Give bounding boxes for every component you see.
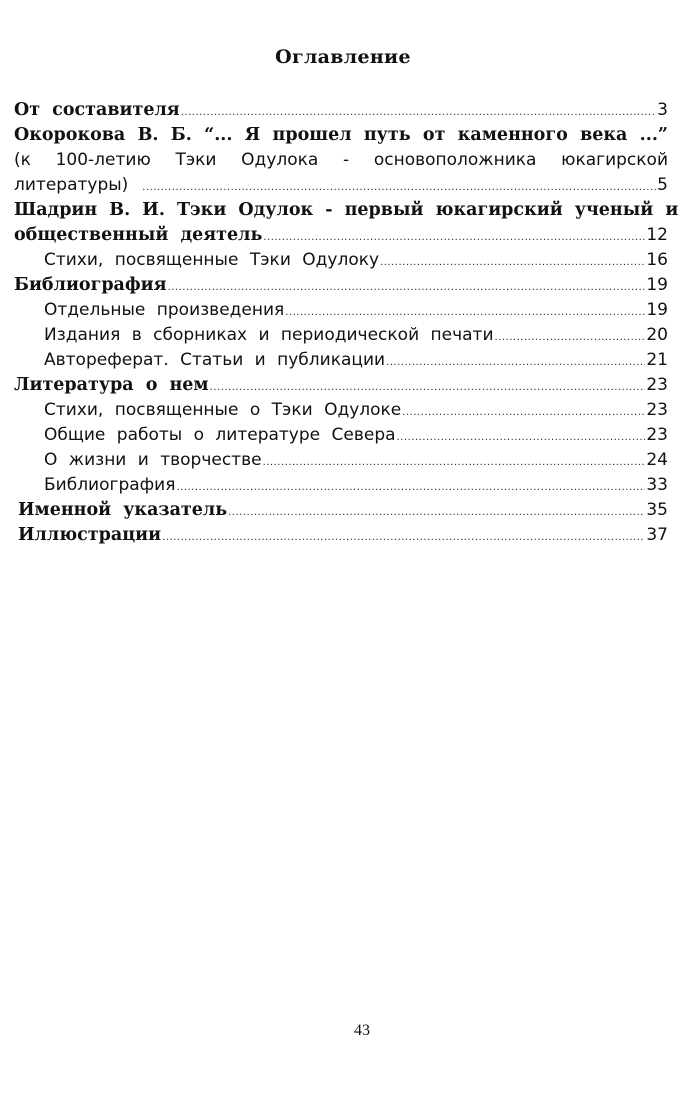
dot-leader bbox=[263, 450, 646, 475]
toc-entry-title: Шадрин В. И. Тэки Одулок - первый юкагирский ученый и bbox=[14, 200, 679, 220]
toc-entry-title: общественный деятель bbox=[14, 225, 263, 245]
toc-entry-page: 35 bbox=[646, 500, 668, 520]
toc-entry-title: Иллюстрации bbox=[18, 525, 162, 545]
dot-leader bbox=[386, 350, 645, 375]
toc-entry-title: Издания в сборниках и периодической печати bbox=[44, 325, 494, 345]
toc-entry-title: Именной указатель bbox=[18, 500, 228, 520]
toc-entry-poems-about bbox=[14, 398, 668, 423]
dot-leader bbox=[228, 500, 645, 525]
toc-entry-title: литературы) bbox=[14, 175, 129, 195]
page-number: 43 bbox=[354, 1022, 370, 1039]
dot-leader bbox=[162, 525, 645, 550]
toc-entry-title: От составителя bbox=[14, 100, 180, 120]
dot-leader bbox=[168, 275, 646, 300]
toc-entry-okorokova-line-1 bbox=[14, 123, 668, 148]
toc-entry-abstract bbox=[14, 348, 668, 373]
toc-entry-poems-dedicated bbox=[14, 248, 668, 273]
toc-entry-general-works bbox=[14, 423, 668, 448]
toc-entry-page: 23 bbox=[646, 400, 668, 420]
toc-entry-page: 3 bbox=[657, 100, 668, 120]
toc-entry-title: Отдельные произведения bbox=[44, 300, 285, 320]
toc-entry-title: Окорокова В. Б. “... Я прошел путь от каменного века ...” bbox=[14, 125, 668, 145]
toc-entry-title: Стихи, посвященные о Тэки Одулоке bbox=[44, 400, 402, 420]
toc-entry-title: (к 100-летию Тэки Одулока - основоположника юкагирской bbox=[14, 150, 668, 170]
toc-entry-page: 19 bbox=[646, 300, 668, 320]
toc-entry-literature-about bbox=[14, 373, 668, 398]
toc-entry-title: Стихи, посвященные Тэки Одулоку bbox=[44, 250, 380, 270]
toc-entry-shadrin-line-1 bbox=[14, 198, 679, 223]
toc-entry-title: Автореферат. Статьи и публикации bbox=[44, 350, 386, 370]
toc-entry-page: 20 bbox=[646, 325, 668, 345]
toc-entry-bibliography bbox=[14, 273, 668, 298]
dot-leader bbox=[285, 300, 645, 325]
toc-entry-page: 21 bbox=[646, 350, 668, 370]
page-title: Оглавление bbox=[275, 46, 411, 68]
toc-entry-title: Библиография bbox=[14, 275, 167, 295]
toc-entry-shadrin-line-2 bbox=[14, 223, 668, 248]
toc-entry-separate-works bbox=[14, 298, 668, 323]
dot-leader bbox=[380, 250, 645, 275]
dot-leader bbox=[397, 425, 646, 450]
dot-leader bbox=[210, 375, 646, 400]
toc-entry-title: О жизни и творчестве bbox=[44, 450, 262, 470]
dot-leader bbox=[176, 475, 645, 500]
dot-leader bbox=[142, 175, 656, 200]
dot-leader bbox=[402, 400, 645, 425]
toc-entry-page: 37 bbox=[646, 525, 668, 545]
toc-entry-name-index bbox=[14, 498, 668, 523]
toc-entry-page: 23 bbox=[646, 425, 668, 445]
toc-entry-okorokova-line-3 bbox=[14, 173, 668, 198]
toc-entry-page: 24 bbox=[646, 450, 668, 470]
dot-leader bbox=[495, 325, 646, 350]
toc-entry-illustrations bbox=[14, 523, 668, 548]
table-of-contents bbox=[14, 98, 679, 548]
toc-entry-page: 33 bbox=[646, 475, 668, 495]
dot-leader bbox=[263, 225, 645, 250]
toc-entry-bibliography-sub bbox=[14, 473, 668, 498]
toc-entry-page: 16 bbox=[646, 250, 668, 270]
toc-entry-page: 12 bbox=[646, 225, 668, 245]
toc-entry-title: Общие работы о литературе Севера bbox=[44, 425, 396, 445]
toc-entry-collections bbox=[14, 323, 668, 348]
toc-entry-from-compiler bbox=[14, 98, 668, 123]
toc-entry-page: 19 bbox=[646, 275, 668, 295]
toc-entry-okorokova-line-2 bbox=[14, 148, 668, 173]
toc-entry-page: 23 bbox=[646, 375, 668, 395]
toc-entry-life-and-work bbox=[14, 448, 668, 473]
toc-entry-page: 5 bbox=[657, 175, 668, 195]
toc-entry-title: Библиография bbox=[44, 475, 176, 495]
toc-entry-title: Литература о нем bbox=[14, 375, 209, 395]
dot-leader bbox=[181, 100, 656, 125]
